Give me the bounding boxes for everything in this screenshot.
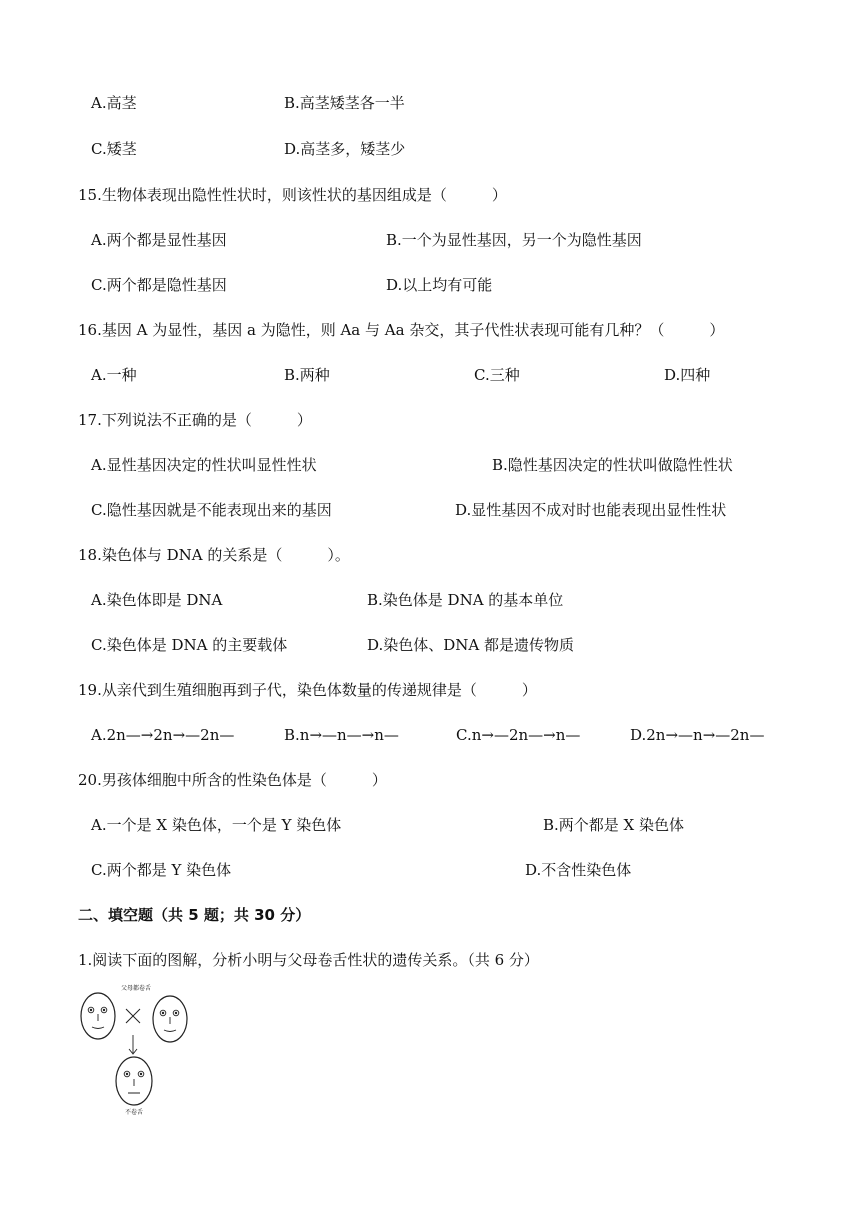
arrow-down-icon: [129, 1035, 137, 1054]
question-text: 15.生物体表现出隐性性状时，则该性状的基因组成是（ ）: [78, 186, 507, 204]
cross-icon: [126, 1009, 140, 1023]
option-b: B.高茎矮茎各一半: [284, 94, 405, 112]
option-line-18a: [0, 588, 860, 612]
fill-question-1: [0, 948, 860, 972]
option-d: D.不含性染色体: [525, 861, 632, 879]
option-d: D.高茎多，矮茎少: [284, 140, 406, 158]
option-b: B.n→—n—→n—: [284, 726, 399, 744]
question-text: 19.从亲代到生殖细胞再到子代，染色体数量的传递规律是（ ）: [78, 681, 537, 699]
question-20: [0, 768, 860, 792]
option-d: D.四种: [664, 366, 711, 384]
option-b: B.隐性基因决定的性状叫做隐性性状: [492, 456, 733, 474]
inheritance-diagram: [78, 983, 198, 1117]
question-15: [0, 183, 860, 207]
option-line-17b: [0, 498, 860, 522]
option-line-20b: [0, 858, 860, 882]
question-16: [0, 318, 860, 342]
option-c: C.矮茎: [91, 140, 137, 158]
figure-top-caption: 父母都卷舌: [120, 985, 152, 992]
option-c: C.n→—2n—→n—: [456, 726, 581, 744]
figure-bottom-caption: 不卷舌: [124, 1109, 144, 1116]
option-a: A.两个都是显性基因: [91, 231, 227, 249]
option-line-14: [0, 91, 860, 115]
option-a: A.染色体即是 DNA: [91, 591, 223, 609]
section-heading: [0, 903, 860, 927]
option-a: A.2n—→2n→—2n—: [91, 726, 235, 744]
option-d: D.染色体、DNA 都是遗传物质: [367, 636, 575, 654]
option-c: C.两个都是 Y 染色体: [91, 861, 232, 879]
option-line-16: [0, 363, 860, 387]
option-a: A.一种: [91, 366, 137, 384]
option-b: B.两种: [284, 366, 330, 384]
option-line-18b: [0, 633, 860, 657]
question-text: 1.阅读下面的图解，分析小明与父母卷舌性状的遗传关系。（共 6 分）: [78, 951, 539, 969]
option-c: C.染色体是 DNA 的主要载体: [91, 636, 288, 654]
option-c: C.两个都是隐性基因: [91, 276, 227, 294]
question-text: 16.基因 A 为显性，基因 a 为隐性，则 Aa 与 Aa 杂交，其子代性状表现可能有几种？（ ）: [78, 321, 725, 339]
option-b: B.一个为显性基因，另一个为隐性基因: [386, 231, 642, 249]
father-face-icon: [81, 993, 115, 1039]
question-text: 18.染色体与 DNA 的关系是（ ）。: [78, 546, 350, 564]
question-18: [0, 543, 860, 567]
section-title: 二、填空题（共 5 题；共 30 分）: [78, 906, 311, 924]
question-19: [0, 678, 860, 702]
option-d: D.显性基因不成对时也能表现出显性性状: [455, 501, 727, 519]
option-a: A.显性基因决定的性状叫显性性状: [91, 456, 317, 474]
option-line-15b: [0, 273, 860, 297]
option-d: D.2n→—n→—2n—: [630, 726, 765, 744]
question-17: [0, 408, 860, 432]
option-line-19: [0, 723, 860, 747]
option-line-20a: [0, 813, 860, 837]
option-b: B.两个都是 X 染色体: [543, 816, 685, 834]
mother-face-icon: [153, 996, 187, 1042]
option-a: A.高茎: [91, 94, 137, 112]
option-c: C.三种: [474, 366, 520, 384]
option-b: B.染色体是 DNA 的基本单位: [367, 591, 564, 609]
option-line-15a: [0, 228, 860, 252]
child-face-icon: [116, 1057, 152, 1105]
option-c: C.隐性基因就是不能表现出来的基因: [91, 501, 332, 519]
option-line-17a: [0, 453, 860, 477]
option-a: A.一个是 X 染色体，一个是 Y 染色体: [91, 816, 342, 834]
question-text: 17.下列说法不正确的是（ ）: [78, 411, 312, 429]
question-text: 20.男孩体细胞中所含的性染色体是（ ）: [78, 771, 387, 789]
option-line-14b: [0, 137, 860, 161]
option-d: D.以上均有可能: [386, 276, 493, 294]
